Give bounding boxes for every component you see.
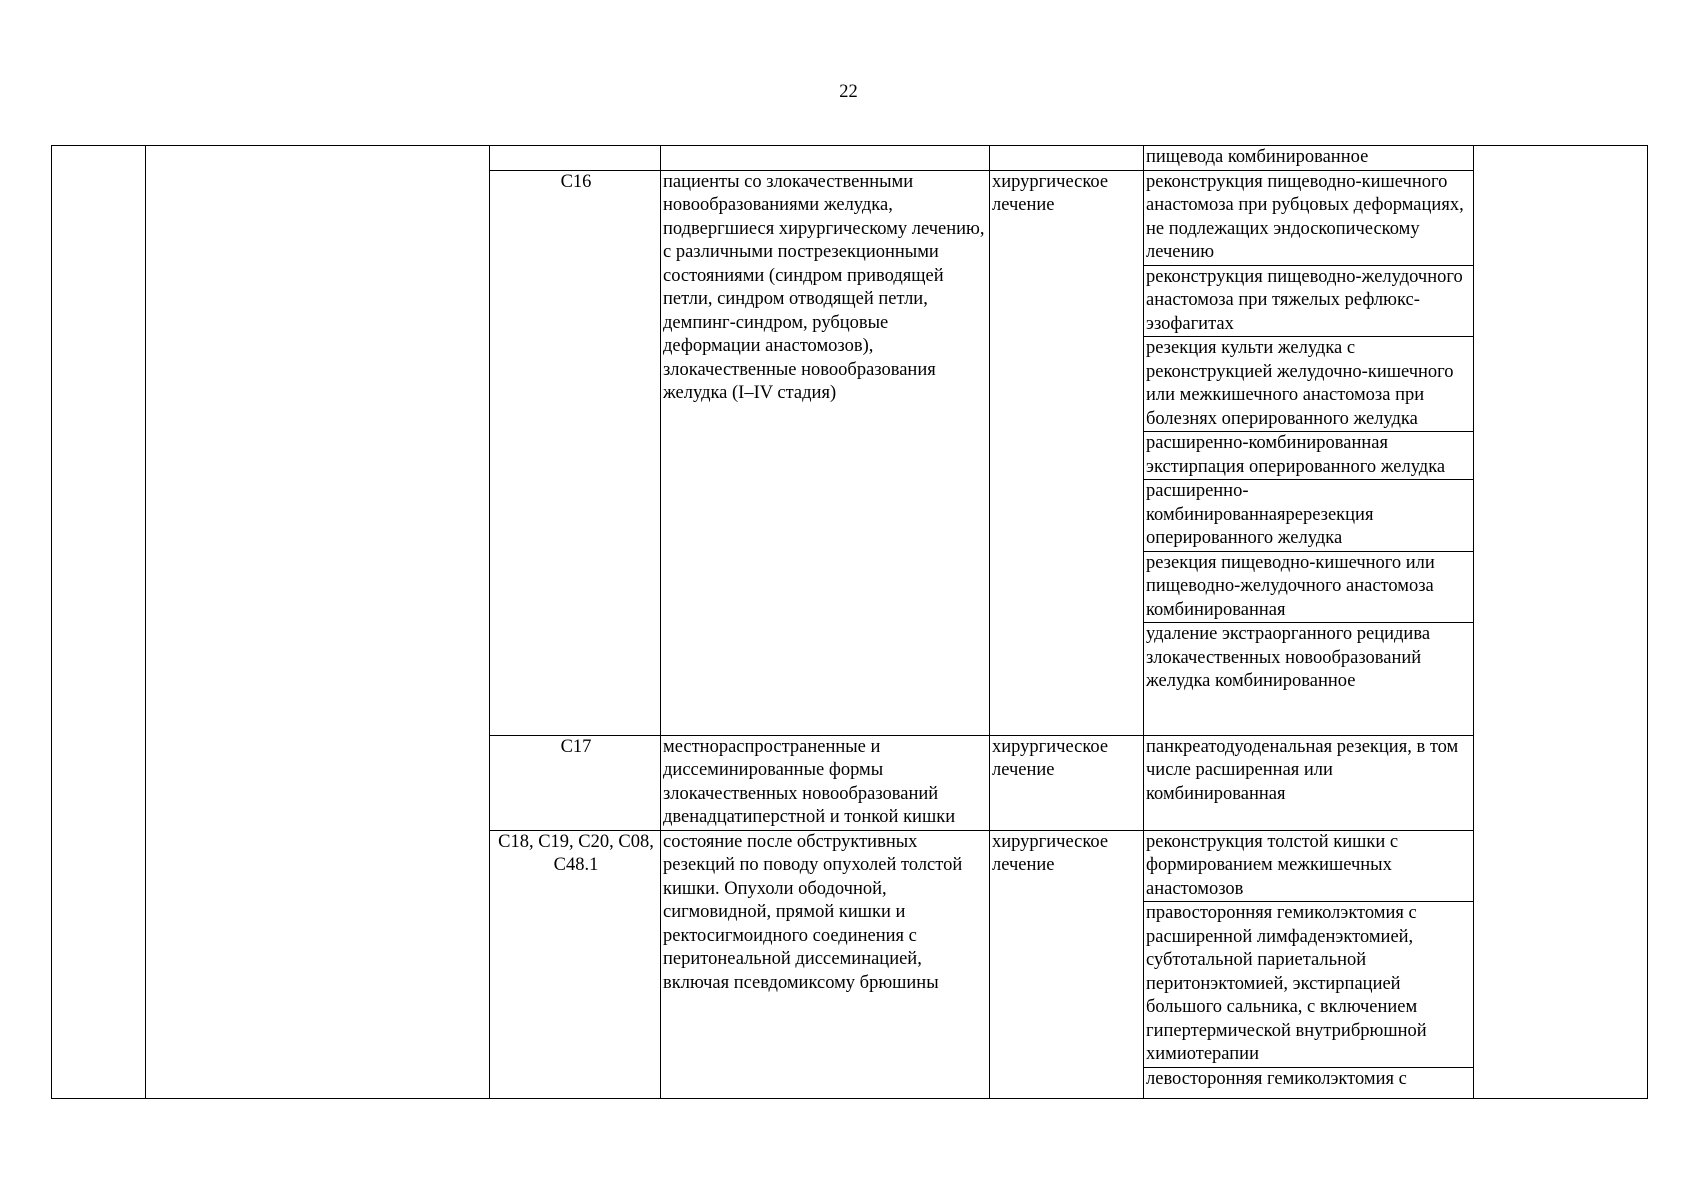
- method-item: пищевода комбинированное: [1146, 147, 1369, 167]
- row-number-cell: [52, 146, 146, 1099]
- code-cell: [490, 146, 661, 171]
- patient-model-cell: местнораспространенные и диссеминированные формы злокачественных новообразований двенадцатиперстной и тонкой кишки: [661, 735, 990, 830]
- method-item: реконструкция толстой кишки с формированием межкишечных анастомозов: [1144, 831, 1473, 903]
- method-item: панкреатодуоденальная резекция, в том числе расширенная или комбинированная: [1146, 736, 1459, 804]
- method-item: правосторонняя гемиколэктомия с расширенной лимфаденэктомией, субтотальной париетальной перитонэктомией, экстирпацией большого сальника, с включением гипертермической внутрибрюшной химиотерапии: [1144, 902, 1473, 1068]
- treatment-type-cell: хирургическое лечение: [990, 830, 1144, 1098]
- page-number: 22: [839, 82, 858, 102]
- code-cell: C18, C19, C20, C08, C48.1: [490, 830, 661, 1098]
- cost-cell: [1474, 146, 1648, 1099]
- patient-model-cell: состояние после обструктивных резекций по поводу опухолей толстой кишки. Опухоли ободочной, сигмовидной, прямой кишки и ректосигмоидного соединения с перитонеальной диссеминацией, включая псевдомиксому брюшины: [661, 830, 990, 1098]
- procedures-table: [51, 145, 1648, 1099]
- patient-model-cell: [661, 146, 990, 171]
- method-item: левосторонняя гемиколэктомия с: [1146, 1068, 1407, 1089]
- method-item: реконструкция пищеводно-кишечного анастомоза при рубцовых деформациях, не подлежащих эндоскопическому лечению: [1144, 171, 1473, 266]
- method-item: резекция культи желудка с реконструкцией желудочно-кишечного или межкишечного анастомоза при болезнях оперированного желудка: [1144, 337, 1473, 432]
- method-item: удаление экстраорганного рецидива злокачественных новообразований желудка комбинированное: [1146, 624, 1431, 691]
- methods-cell: [1144, 170, 1474, 735]
- treatment-type-cell: хирургическое лечение: [990, 170, 1144, 735]
- methods-cell: [1144, 146, 1474, 171]
- treatment-type-cell: хирургическое лечение: [990, 735, 1144, 830]
- code-cell: C16: [490, 170, 661, 735]
- method-item: расширенно-комбинированнаяререзекция оперированного желудка: [1144, 480, 1473, 552]
- method-item: расширенно-комбинированная экстирпация оперированного желудка: [1144, 432, 1473, 480]
- code-cell: C17: [490, 735, 661, 830]
- section-name-cell: [146, 146, 490, 1099]
- method-item: реконструкция пищеводно-желудочного анастомоза при тяжелых рефлюкс-эзофагитах: [1144, 266, 1473, 338]
- treatment-type-cell: [990, 146, 1144, 171]
- patient-model-cell: пациенты со злокачественными новообразованиями желудка, подвергшиеся хирургическому лечению, с различными пострезекционными состояниями (синдром приводящей петли, синдром отводящей петли, демпинг-синдром, рубцовые деформации анастомозов), злокачественные новообразования желудка (I–IV стадия): [661, 170, 990, 735]
- methods-cell: [1144, 735, 1474, 830]
- method-item: резекция пищеводно-кишечного или пищеводно-желудочного анастомоза комбинированная: [1144, 552, 1473, 624]
- methods-cell: [1144, 830, 1474, 1098]
